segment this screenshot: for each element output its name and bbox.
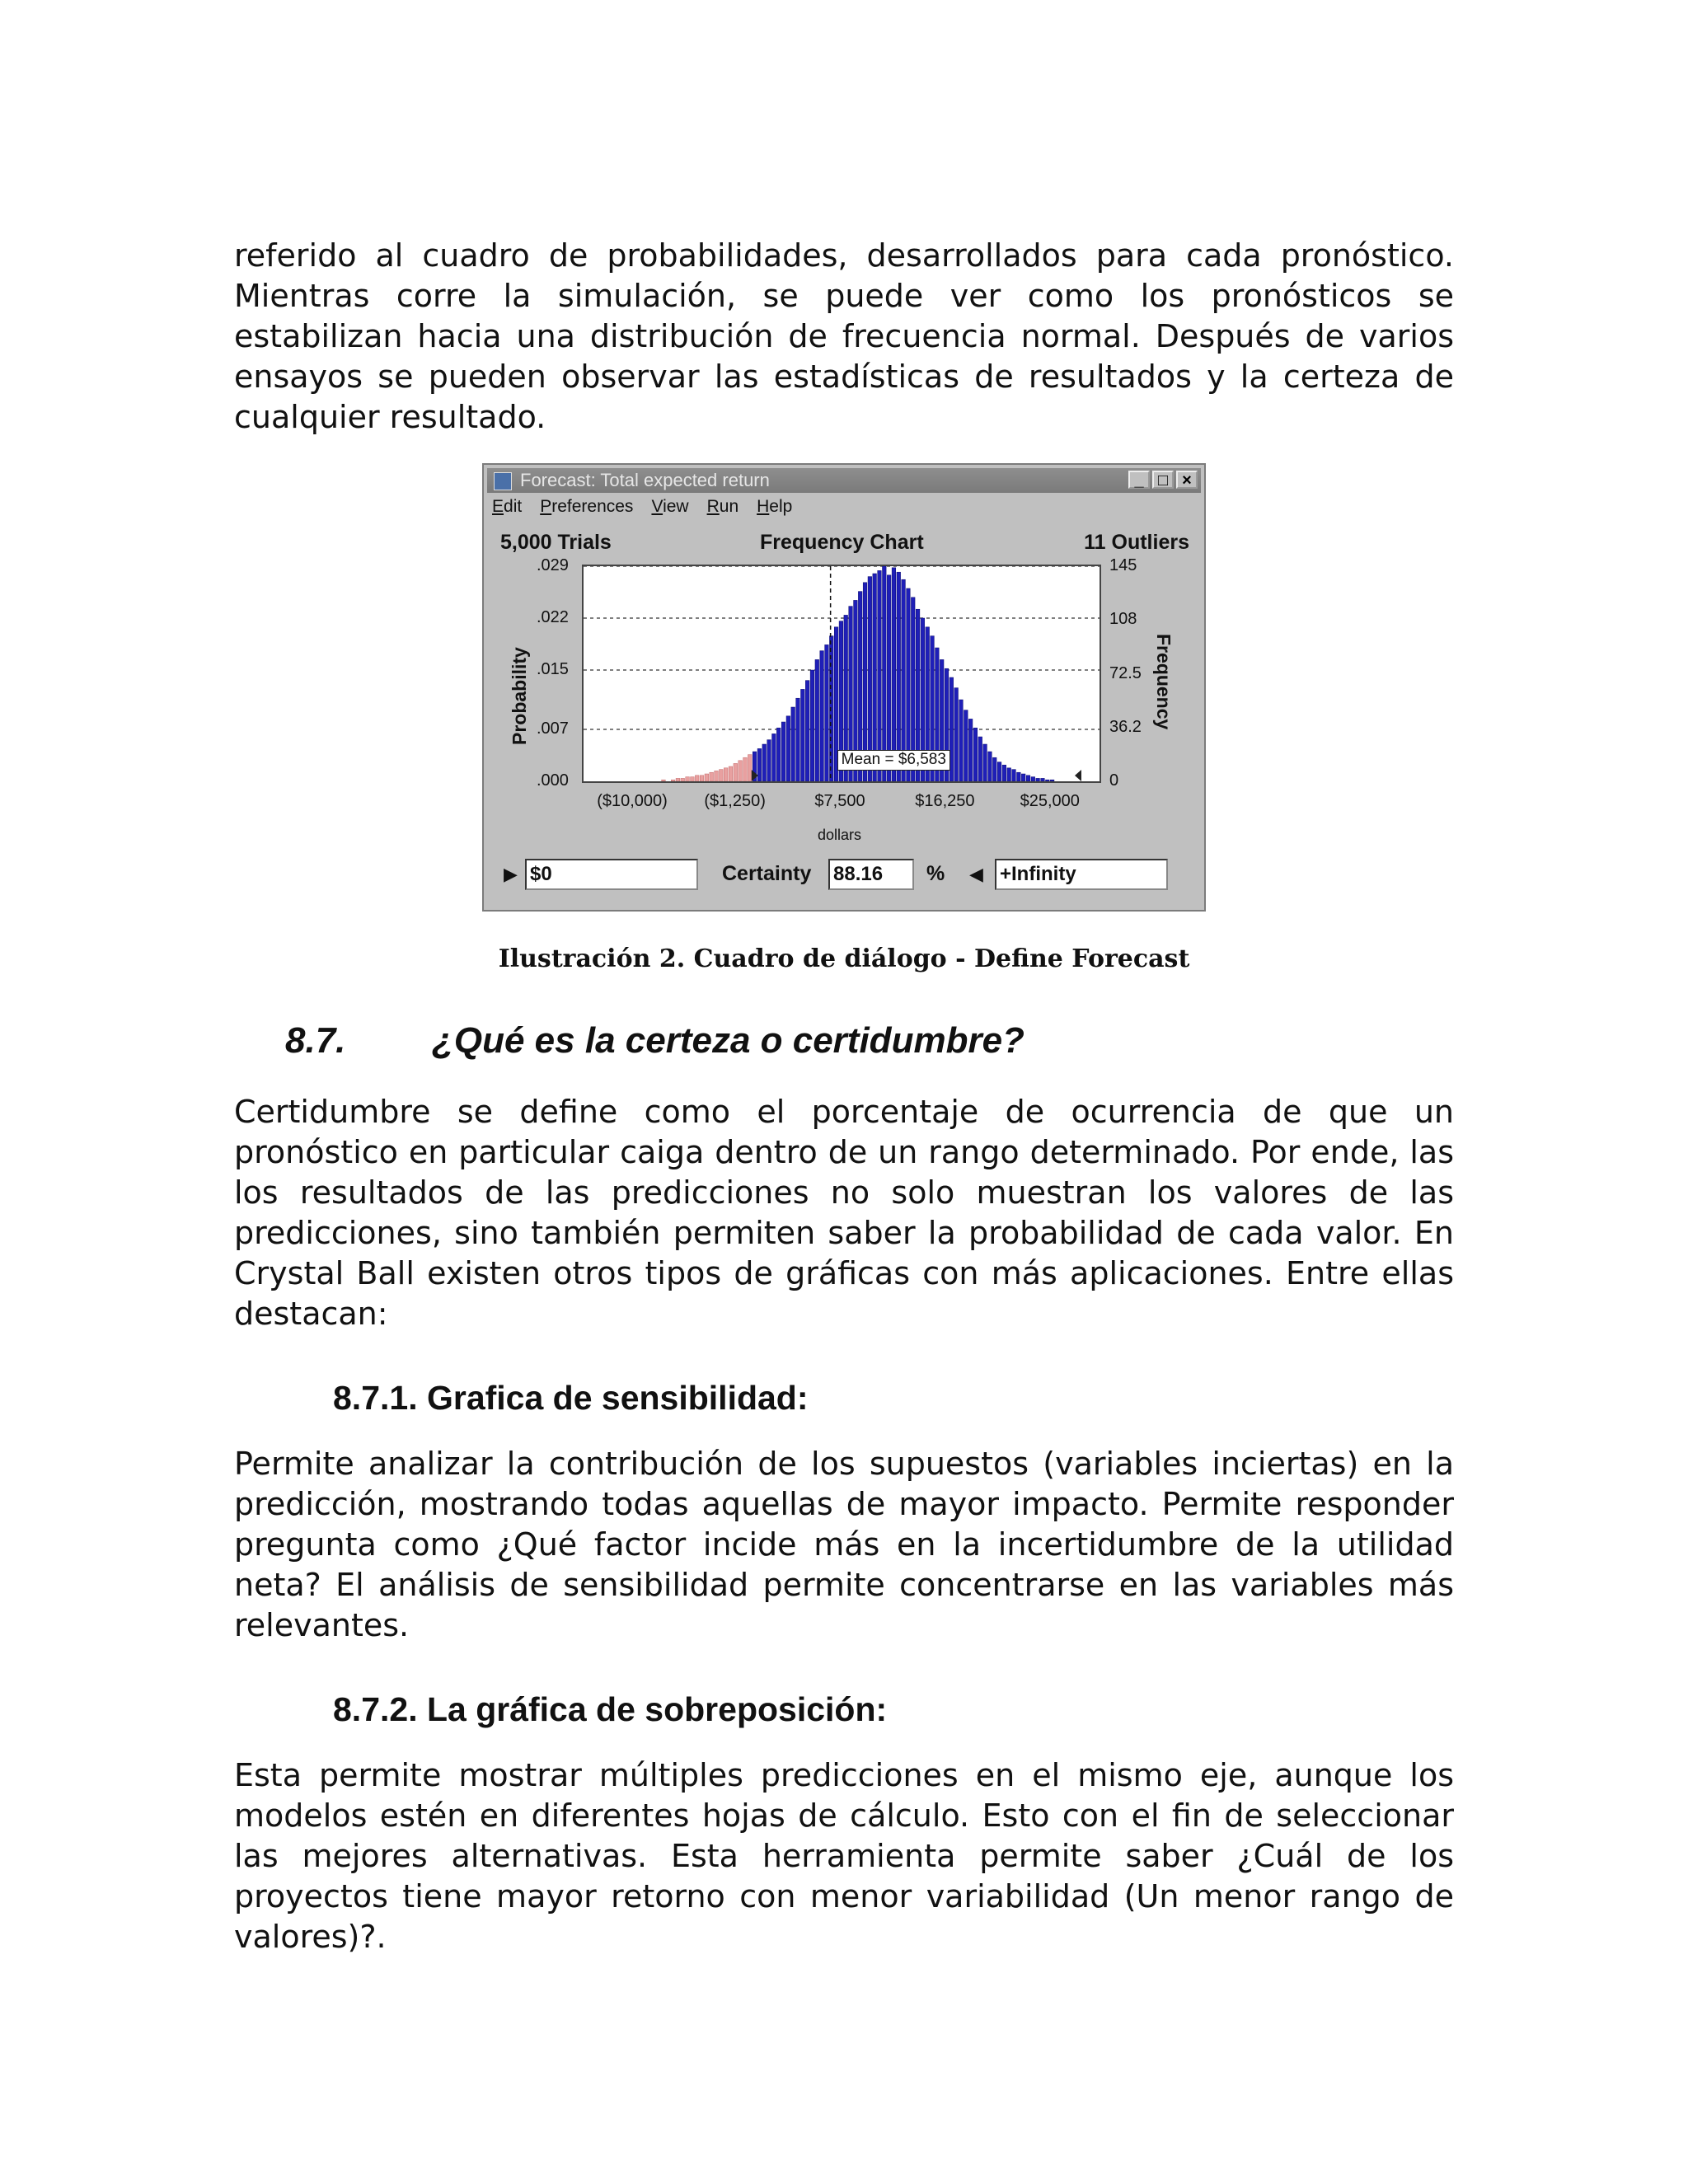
- histogram-bar: [968, 719, 973, 781]
- histogram-bar: [1007, 768, 1011, 781]
- section-title: ¿Qué es la certeza o certidumbre?: [432, 1020, 1025, 1061]
- close-icon[interactable]: ×: [1176, 471, 1198, 489]
- histogram-bar: [1026, 776, 1030, 781]
- histogram-bar: [662, 780, 666, 781]
- menu-view[interactable]: View: [651, 497, 689, 516]
- histogram-bar: [734, 763, 738, 781]
- outliers-count: 11 Outliers: [1084, 531, 1189, 554]
- histogram-bar: [820, 651, 824, 781]
- frequency-axis-label: Frequency: [1153, 634, 1175, 730]
- certainty-input[interactable]: 88.16: [828, 859, 914, 890]
- menu-help[interactable]: Help: [757, 497, 793, 516]
- histogram-bar: [801, 689, 805, 781]
- histogram-bar: [954, 688, 959, 781]
- histogram-bar: [686, 777, 690, 781]
- histogram-bar: [681, 778, 685, 781]
- y-tick-label: .015: [537, 660, 569, 678]
- menu-edit[interactable]: Edit: [492, 497, 523, 516]
- histogram-bar: [791, 707, 795, 781]
- histogram-bar: [738, 761, 743, 781]
- upper-arrow-icon[interactable]: ◀: [969, 864, 983, 884]
- figure-caption: Ilustración 2. Cuadro de diálogo - Define Forecast: [498, 944, 1190, 973]
- y2-tick-label: 72.5: [1109, 663, 1142, 682]
- histogram-bar: [1002, 765, 1006, 781]
- y-tick-label: .000: [537, 771, 569, 790]
- frequency-chart: [582, 565, 1101, 783]
- intro-paragraph: referido al cuadro de probabilidades, desarrollados para cada pronóstico. Mientras corre la simulación, se puede ver como los pronósticos se estabilizan hacia una distribución de frecuencia normal. Después de varios ensayos se pueden observar las estadísticas de resultados y la certeza de cualquier resultado.: [234, 237, 1454, 435]
- x-tick-label: ($1,250): [704, 792, 766, 810]
- minimize-icon[interactable]: _: [1128, 471, 1150, 489]
- histogram-bar: [772, 733, 776, 781]
- histogram-bar: [705, 774, 709, 781]
- histogram-bar: [715, 771, 719, 781]
- histogram-bar: [786, 716, 790, 781]
- y-tick-label: .029: [537, 556, 569, 574]
- forecast-dialog: [482, 463, 1206, 912]
- histogram-bar: [1017, 772, 1021, 781]
- section-number: 8.7.: [285, 1020, 346, 1061]
- y2-tick-label: 0: [1109, 771, 1119, 790]
- histogram-bar: [805, 681, 809, 781]
- histogram-bar: [1021, 774, 1025, 781]
- menu-run[interactable]: Run: [706, 497, 739, 516]
- percent-sign: %: [926, 862, 945, 885]
- window-title: Forecast: Total expected return: [520, 470, 770, 490]
- mean-label: Mean = $6,583: [837, 750, 950, 771]
- histogram-bar: [767, 740, 771, 781]
- x-tick-label: ($10,000): [597, 792, 668, 810]
- histogram-bar: [710, 772, 714, 781]
- title-bar[interactable]: [487, 468, 1201, 493]
- histogram-bar: [776, 728, 781, 781]
- histogram-bar: [1045, 780, 1049, 781]
- histogram-bar: [997, 762, 1001, 781]
- histogram-bar: [988, 752, 992, 781]
- histogram-bar: [964, 710, 968, 781]
- menu-preferences[interactable]: Preferences: [540, 497, 634, 516]
- histogram-bar: [695, 776, 699, 781]
- sensibilidad-paragraph: Permite analizar la contribución de los supuestos (variables inciertas) en la predicción, mostrando todas aquellas de mayor impacto. Permite responder pregunta como ¿Qué factor incide más en la incertidumbre de la utilidad neta? El análisis de sensibilidad permite concentrarse en las variables más relevantes.: [234, 1446, 1454, 1643]
- histogram-bar: [1031, 777, 1035, 781]
- histogram-bar: [973, 728, 978, 781]
- maximize-icon[interactable]: □: [1152, 471, 1174, 489]
- chart-title: Frequency Chart: [760, 531, 924, 554]
- x-tick-label: $7,500: [814, 792, 865, 810]
- histogram-bar: [757, 748, 762, 781]
- menu-bar: [492, 494, 792, 519]
- lower-bound-input[interactable]: $0: [525, 859, 698, 890]
- histogram-bar: [676, 778, 680, 781]
- y2-tick-label: 145: [1109, 556, 1137, 574]
- histogram-bar: [700, 776, 704, 781]
- y-tick-label: .022: [537, 608, 569, 626]
- subsection-heading-8-7-1: 8.7.1. Grafica de sensibilidad:: [333, 1379, 809, 1417]
- upper-certainty-grabber[interactable]: [1075, 770, 1081, 781]
- sobreposicion-paragraph: Esta permite mostrar múltiples predicciones en el mismo eje, aunque los modelos estén en diferentes hojas de cálculo. Esto con el fin de seleccionar las mejores alternativas. Esta herramienta permite saber ¿Cuál de los proyectos tiene mayor retorno con menor variabilidad (Un menor rango de valores)?.: [234, 1757, 1454, 1955]
- histogram-bar: [724, 768, 728, 781]
- y-tick-label: .007: [537, 719, 569, 738]
- histogram-bar: [959, 700, 964, 781]
- subsection-heading-8-7-2: 8.7.2. La gráfica de sobreposición:: [333, 1690, 888, 1728]
- histogram-bar: [1036, 778, 1040, 781]
- x-tick-label: $25,000: [1020, 792, 1080, 810]
- histogram-bar: [781, 722, 785, 781]
- histogram-bar: [825, 644, 829, 781]
- histogram-bar: [748, 755, 752, 781]
- histogram-bar: [810, 670, 814, 781]
- histogram-bar: [796, 698, 800, 781]
- app-icon: [494, 472, 512, 490]
- histogram-bar: [743, 757, 748, 781]
- histogram-bar: [882, 566, 886, 781]
- histogram-bar: [671, 780, 675, 781]
- histogram-bar: [1012, 770, 1016, 781]
- histogram-bar: [978, 737, 982, 781]
- x-tick-label: $16,250: [915, 792, 975, 810]
- histogram-bar: [762, 744, 767, 781]
- histogram-bar: [983, 744, 987, 781]
- upper-bound-input[interactable]: +Infinity: [995, 859, 1168, 890]
- certainty-label: Certainty: [722, 862, 812, 885]
- x-unit-label: dollars: [818, 827, 862, 843]
- histogram-bar: [729, 766, 733, 781]
- probability-axis-label: Probability: [509, 647, 530, 745]
- histogram-bar: [1050, 780, 1054, 781]
- section-heading-8-7: [285, 1020, 1025, 1062]
- certeza-paragraph: Certidumbre se define como el porcentaje de ocurrencia de que un pronóstico en particular caiga dentro de un rango determinado. Por ende, las los resultados de las predicciones no solo muestran los valores de las predicciones, sino también permiten saber la probabilidad de cada valor. En Crystal Ball existen otros tipos de gráficas con más aplicaciones. Entre ellas destacan:: [234, 1094, 1454, 1332]
- lower-arrow-icon[interactable]: ▶: [504, 864, 518, 884]
- histogram-bar: [691, 777, 695, 781]
- y2-tick-label: 36.2: [1109, 717, 1142, 736]
- y2-tick-label: 108: [1109, 610, 1137, 629]
- histogram-bar: [1041, 778, 1045, 781]
- histogram-bar: [720, 770, 724, 781]
- histogram-bar: [992, 757, 996, 781]
- histogram-bar: [815, 659, 819, 781]
- trials-count: 5,000 Trials: [500, 531, 612, 554]
